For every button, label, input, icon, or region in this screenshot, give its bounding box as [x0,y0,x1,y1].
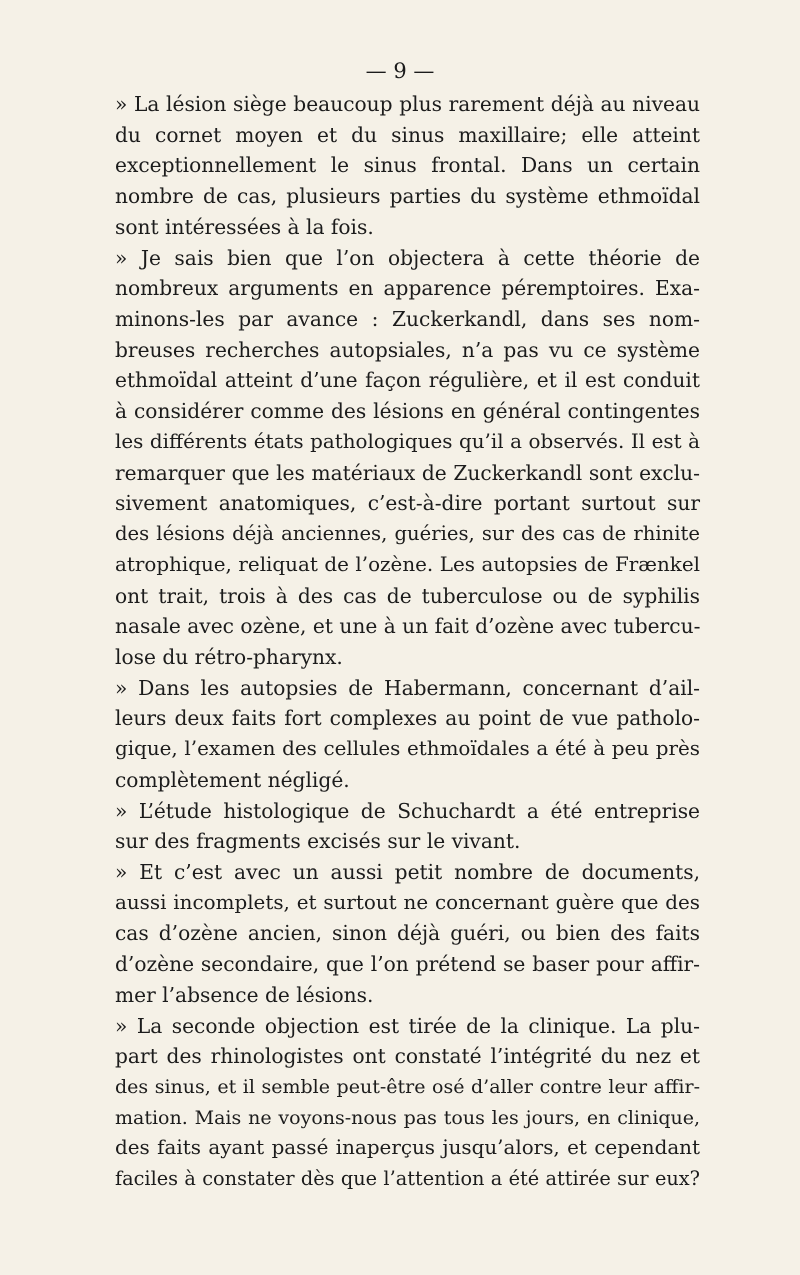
text-line: des faits ayant passé inaperçus jusqu’alors, et cependant [115,1136,700,1160]
text-line: cas d’ozène ancien, sinon déjà guéri, ou bien des faits [115,921,700,946]
text-line: gique, l’examen des cellules ethmoïdales a été à peu près [115,737,700,761]
text-line: » La seconde objection est tirée de la clinique. La plu- [115,1013,700,1038]
text-line: des lésions déjà anciennes, guéries, sur des cas de rhinite [115,522,700,546]
text-line: » Dans les autopsies de Habermann, concernant d’ail- [115,675,700,700]
text-line: » Et c’est avec un aussi petit nombre de documents, [115,859,700,884]
text-line: mation. Mais ne voyons-nous pas tous les jours, en clinique, [115,1106,700,1129]
text-line: du cornet moyen et du sinus maxillaire; elle atteint [115,122,700,147]
page-number: — 9 — [365,59,435,83]
text-line: complètement négligé. [115,767,350,792]
text-line: » L’étude histologique de Schuchardt a été entreprise [115,798,700,823]
text-line: les différents états pathologiques qu’il a observés. Il est à [115,429,700,453]
text-line: exceptionnellement le sinus frontal. Dans un certain [115,153,700,178]
text-line: nombreux arguments en apparence péremptoires. Exa- [115,276,700,301]
text-line: remarquer que les matériaux de Zuckerkandl sont exclu- [115,460,700,485]
text-line: nombre de cas, plusieurs parties du système ethmoïdal [115,184,700,209]
text-line: mer l’absence de lésions. [115,982,374,1007]
text-line: à considérer comme des lésions en général contingentes [115,399,700,424]
text-line: part des rhinologistes ont constaté l’intégrité du nez et [115,1044,700,1069]
text-line: aussi incomplets, et surtout ne concernant guère que des [115,890,700,914]
text-line: sivement anatomiques, c’est-à-dire portant surtout sur [115,491,700,516]
body-text [115,89,700,1195]
text-line: atrophique, reliquat de l’ozène. Les autopsies de Frænkel [115,552,700,576]
text-line: leurs deux faits fort complexes au point de vue patholo- [115,706,700,731]
text-line: sur des fragments excisés sur le vivant. [115,829,521,854]
text-line: nasale avec ozène, et une à un fait d’ozène avec tubercu- [115,614,701,639]
text-line: faciles à constater dès que l’attention a été attirée sur eux? [115,1167,700,1191]
text-line: des sinus, et il semble peut-être osé d’aller contre leur affir- [115,1076,700,1098]
text-line: » La lésion siège beaucoup plus rarement déjà au niveau [115,92,700,116]
text-line: » Je sais bien que l’on objectera à cette théorie de [115,245,700,270]
text-line: breuses recherches autopsiales, n’a pas vu ce système [115,337,700,362]
text-line: ethmoïdal atteint d’une façon régulière, et il est conduit [115,368,700,393]
text-line: sont intéressées à la fois. [115,214,374,239]
text-line: d’ozène secondaire, que l’on prétend se baser pour affir- [115,952,700,977]
text-line: ont trait, trois à des cas de tuberculose ou de syphilis [115,583,700,608]
text-line: lose du rétro-pharynx. [115,644,343,669]
text-line: minons-les par avance : Zuckerkandl, dans ses nom- [115,307,700,332]
